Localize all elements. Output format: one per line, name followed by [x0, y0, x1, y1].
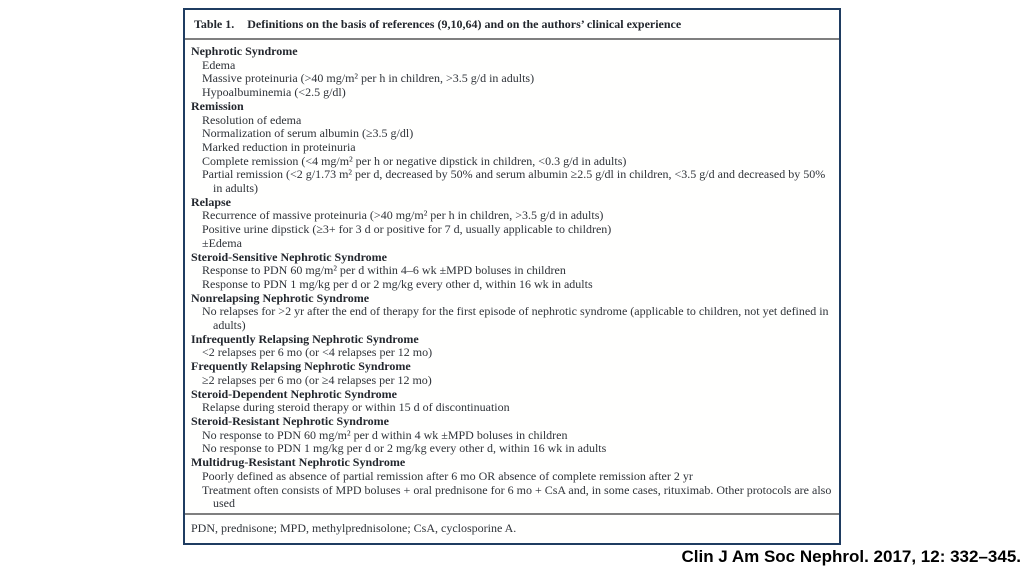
definition-section — [191, 251, 833, 292]
section-heading: Steroid-Sensitive Nephrotic Syndrome — [191, 249, 388, 264]
section-heading: Relapse — [191, 194, 231, 209]
definition-section — [191, 360, 833, 387]
section-heading: Remission — [191, 98, 244, 113]
section-heading: Multidrug-Resistant Nephrotic Syndrome — [191, 455, 406, 470]
definition-section — [191, 388, 833, 415]
section-item: No relapses for >2 yr after the end of therapy for the first episode of nephrotic syndrome (applicable to children, not yet defined in adults) — [202, 304, 829, 333]
table-title-text: Definitions on the basis of references (9,10,64) and on the authors’ clinical experience — [247, 17, 682, 31]
section-item: Treatment often consists of MPD boluses + oral prednisone for 6 mo + CsA and, in some cases, rituximab. Other protocols are also used — [202, 482, 832, 511]
section-item: No response to PDN 1 mg/kg per d or 2 mg/kg every other d, within 16 wk in adults — [202, 441, 607, 456]
section-heading: Steroid-Dependent Nephrotic Syndrome — [191, 386, 398, 401]
table-body — [185, 40, 839, 513]
section-item: Relapse during steroid therapy or within 15 d of discontinuation — [202, 400, 510, 415]
section-item: Marked reduction in proteinuria — [202, 139, 356, 154]
definition-section — [191, 45, 833, 100]
section-item: ±Edema — [202, 235, 242, 250]
section-item: No response to PDN 60 mg/m² per d within 4 wk ±MPD boluses in children — [202, 427, 568, 442]
section-item: Positive urine dipstick (≥3+ for 3 d or positive for 7 d, usually applicable to children) — [202, 222, 612, 237]
definition-section — [191, 292, 833, 333]
citation: Clin J Am Soc Nephrol. 2017, 12: 332–345. — [681, 547, 1021, 566]
section-item: <2 relapses per 6 mo (or <4 relapses per 12 mo) — [202, 345, 433, 360]
definition-section — [191, 196, 833, 251]
section-item: Response to PDN 1 mg/kg per d or 2 mg/kg every other d, within 16 wk in adults — [202, 276, 593, 291]
section-heading: Nonrelapsing Nephrotic Syndrome — [191, 290, 370, 305]
section-item: ≥2 relapses per 6 mo (or ≥4 relapses per 12 mo) — [202, 372, 432, 387]
table-title — [185, 10, 839, 40]
section-heading: Frequently Relapsing Nephrotic Syndrome — [191, 359, 411, 374]
section-heading: Infrequently Relapsing Nephrotic Syndrome — [191, 331, 419, 346]
section-item: Poorly defined as absence of partial remission after 6 mo OR absence of complete remission after 2 yr — [202, 468, 693, 483]
definition-section — [191, 100, 833, 196]
section-item: Normalization of serum albumin (≥3.5 g/dl) — [202, 126, 414, 141]
section-heading: Nephrotic Syndrome — [191, 44, 298, 58]
section-item: Partial remission (<2 g/1.73 m² per d, decreased by 50% and serum albumin ≥2.5 g/dl in children, <3.5 g/d and decreased by 50% in adults) — [202, 167, 826, 196]
definition-section — [191, 415, 833, 456]
section-item: Resolution of edema — [202, 112, 302, 127]
definition-section — [191, 333, 833, 360]
section-item: Massive proteinuria (>40 mg/m² per h in children, >3.5 g/d in adults) — [202, 71, 535, 86]
definition-section — [191, 456, 833, 511]
table-number-label: Table 1. — [194, 17, 235, 31]
section-item: Recurrence of massive proteinuria (>40 mg/m² per h in children, >3.5 g/d in adults) — [202, 208, 604, 223]
section-item: Response to PDN 60 mg/m² per d within 4–6 wk ±MPD boluses in children — [202, 263, 566, 278]
table-footnote: PDN, prednisone; MPD, methylprednisolone; CsA, cyclosporine A. — [185, 513, 839, 543]
section-item: Hypoalbuminemia (<2.5 g/dl) — [202, 85, 346, 100]
section-heading: Steroid-Resistant Nephrotic Syndrome — [191, 413, 389, 428]
section-item: Edema — [202, 57, 236, 72]
definitions-table — [183, 8, 841, 545]
section-item: Complete remission (<4 mg/m² per h or negative dipstick in children, <0.3 g/d in adults) — [202, 153, 627, 168]
